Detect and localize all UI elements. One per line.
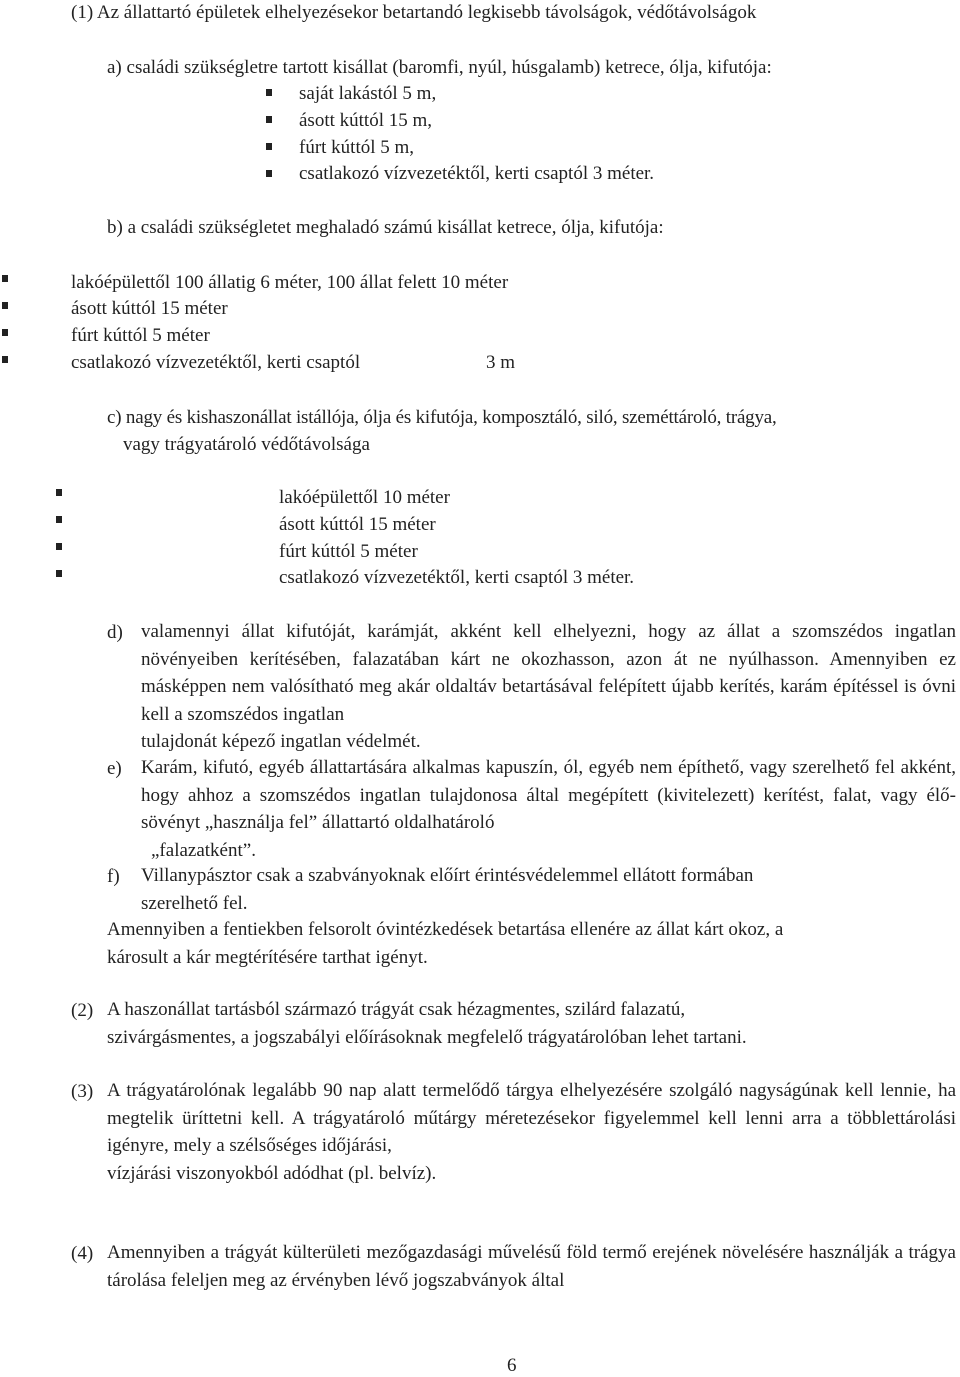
list-item: fúrt kúttól 5 m, — [299, 137, 415, 158]
list-item: ásott kúttól 15 méter — [71, 298, 228, 319]
subsection-a-title: a) családi szükségletre tartott kisállat (baromfi, nyúl, húsgalamb) ketrece, ólja, kifutója: — [107, 57, 772, 78]
list-item: fúrt kúttól 5 méter — [71, 325, 210, 346]
list-item-value: 3 m — [486, 352, 516, 373]
paragraph-text: Karám, kifutó, egyéb állattartására alkalmas kapuszín, ól, egyéb nem építhető, vagy szerelhető fel akként, hogy ahhoz a szomszédos ingatlan tulajdonosa által megépített (kivitelezett) kerítést, falat, vagy élő-sövényt „használja fel” állattartó oldalhatároló — [141, 757, 956, 833]
bullet-icon — [2, 356, 8, 363]
paragraph-last-line: vízjárási viszonyokból adódhat (pl. belvíz). — [107, 1162, 437, 1184]
list-item: csatlakozó vízvezetéktől, kerti csaptól 3 méter. — [279, 567, 635, 588]
list-item: ásott kúttól 15 m, — [299, 110, 432, 131]
subsection-f-text — [141, 862, 956, 917]
paragraph-text: Amennyiben a fentiekben felsorolt óvintézkedések betartása ellenére az állat kárt okoz, a — [107, 919, 784, 940]
list-item: fúrt kúttól 5 méter — [279, 541, 418, 562]
bullet-icon — [2, 275, 8, 282]
bullet-icon — [56, 516, 62, 523]
subsection-d-label: d) — [107, 622, 123, 643]
paragraph-text: Amennyiben a trágyát külterületi mezőgazdasági művelésű föld termő erejének növelésére használják a trágya tárolása feleljen meg az érvényben lévő jogszabványok által — [107, 1242, 956, 1291]
section-2-text — [107, 996, 956, 1051]
paragraph-last-line: tulajdonát képező ingatlan védelmét. — [141, 731, 421, 752]
section-4-text — [107, 1239, 956, 1294]
subsection-f-label: f) — [107, 866, 120, 887]
bullet-icon — [56, 489, 62, 496]
section-3-label: (3) — [71, 1081, 94, 1102]
bullet-icon — [56, 570, 62, 577]
bullet-icon — [266, 89, 272, 96]
list-item: saját lakástól 5 m, — [299, 83, 437, 104]
list-item: csatlakozó vízvezetéktől, kerti csaptól — [71, 352, 361, 373]
subsection-c-line1: c) nagy és kishaszonállat istállója, ólja és kifutója, komposztáló, siló, szeméttároló, trágya, — [107, 407, 777, 428]
bullet-icon — [266, 116, 272, 123]
section-3-text — [107, 1077, 956, 1187]
bullet-icon — [2, 302, 8, 309]
list-item: ásott kúttól 15 méter — [279, 514, 436, 535]
bullet-icon — [266, 143, 272, 150]
subsection-e-text — [141, 754, 956, 864]
paragraph-text: valamennyi állat kifutóját, karámját, akként kell elhelyezni, hogy az állat a szomszédos ingatlan növényeiben kerítésében, falazatában kárt ne okozhasson, azon át ne nyúlhasson. Amennyiben ez másképpen nem valósítható meg akár oldaltáv betartásával felépített újabb kerítés, karám építéssel is óvni kell a szomszédos ingatlan — [141, 621, 956, 725]
subsection-e-label: e) — [107, 758, 122, 779]
section-4-label: (4) — [71, 1243, 94, 1264]
list-item: lakóépülettől 10 méter — [279, 487, 450, 508]
list-item: lakóépülettől 100 állatig 6 méter, 100 állat felett 10 méter — [71, 272, 509, 293]
paragraph-last-line: szivárgásmentes, a jogszabályi előírásoknak megfelelő trágyatárolóban lehet tartani. — [107, 1026, 747, 1048]
paragraph-last-line: „falazatként”. — [151, 839, 256, 861]
subsection-d-text — [141, 618, 956, 756]
bullet-icon — [266, 170, 272, 177]
section-2-label: (2) — [71, 1000, 94, 1021]
list-item: csatlakozó vízvezetéktől, kerti csaptól 3 méter. — [299, 163, 655, 184]
bullet-icon — [2, 329, 8, 336]
paragraph-last-line: károsult a kár megtérítésére tarthat igényt. — [107, 946, 428, 968]
subsection-c-line2: vagy trágyatároló védőtávolsága — [123, 434, 370, 455]
bullet-icon — [56, 543, 62, 550]
paragraph-text: A trágyatárolónak legalább 90 nap alatt termelődő tárgya elhelyezésére szolgáló nagyságúnak kell lennie, ha megtelik üríttetni kell. A trágyatároló műtárgy méretezésekor figyelemmel kell lenni arra a többlettárolási igényre, mely a szélsőséges időjárási, — [107, 1080, 956, 1156]
paragraph-text: Villanypásztor csak a szabványoknak előírt érintésvédelemmel ellátott formában — [141, 865, 754, 886]
paragraph-last-line: szerelhető fel. — [141, 892, 248, 914]
section-1-heading: (1) Az állattartó épületek elhelyezésekor betartandó legkisebb távolságok, védőtávolságok — [71, 2, 757, 23]
page-number: 6 — [507, 1355, 517, 1376]
subsection-b-title: b) a családi szükségletet meghaladó számú kisállat ketrece, ólja, kifutója: — [107, 217, 664, 238]
section-1-closing — [107, 916, 956, 971]
paragraph-text: A haszonállat tartásból származó trágyát csak hézagmentes, szilárd falazatú, — [107, 999, 686, 1020]
